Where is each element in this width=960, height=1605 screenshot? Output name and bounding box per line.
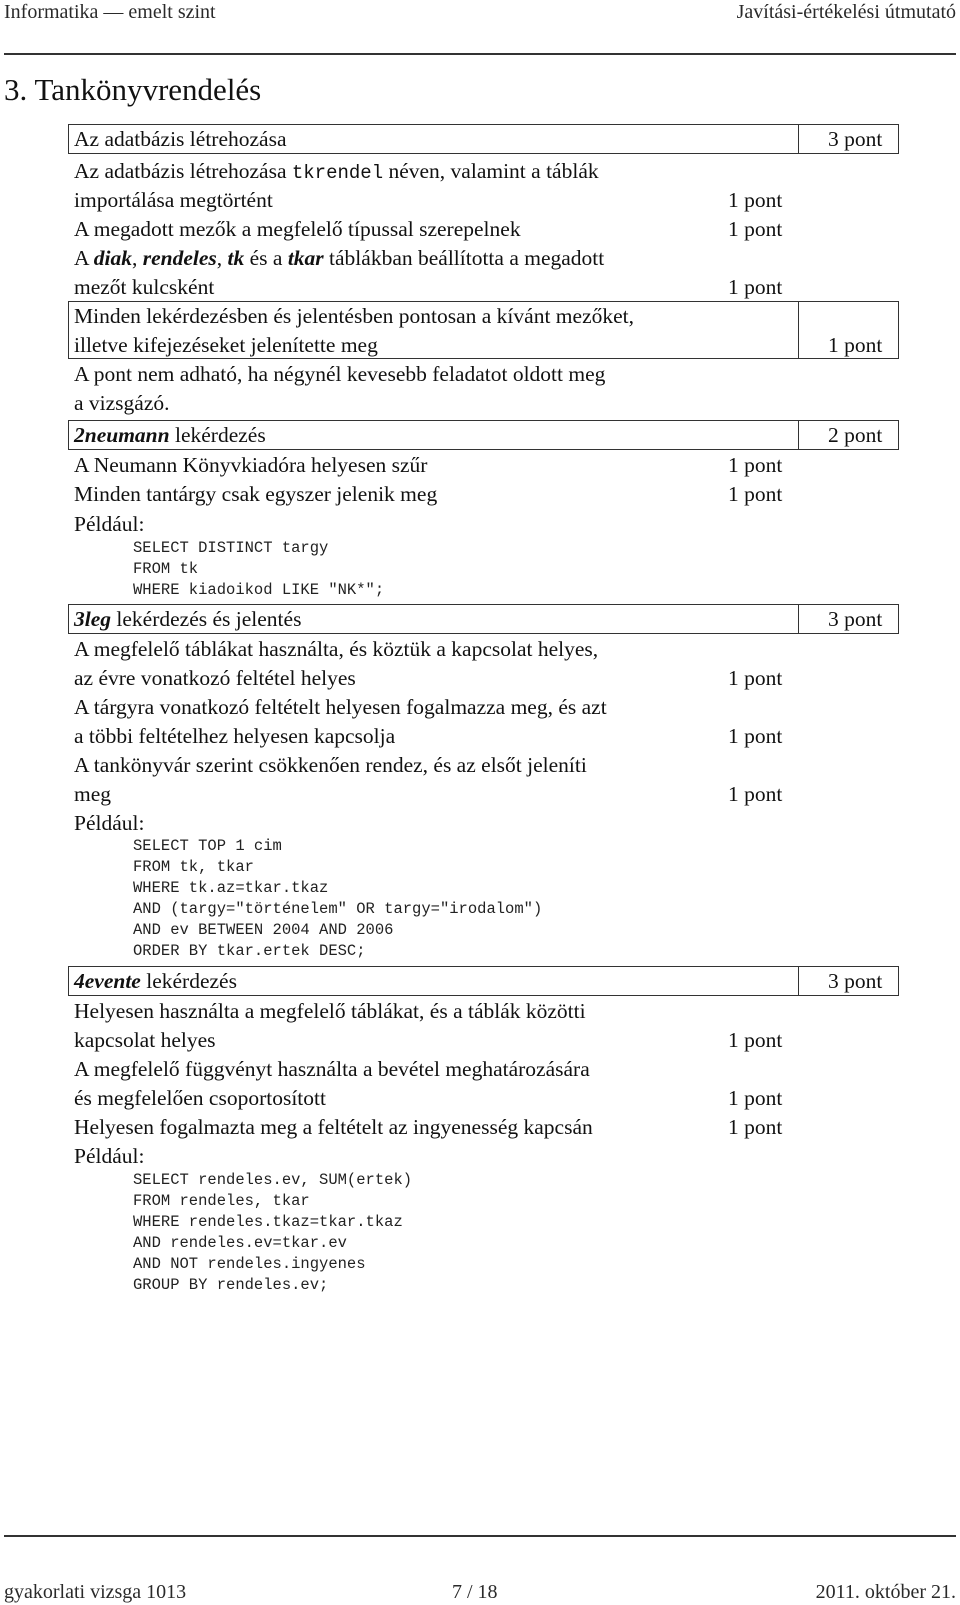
s1-points: 3 pont [828, 127, 883, 151]
s3-code-line2: FROM tk [133, 560, 199, 578]
s5-line5-points: 1 pont [728, 1115, 783, 1139]
s5-line4: és megfelelően csoportosított [74, 1086, 326, 1110]
s2-line4: a vizsgázó. [74, 391, 170, 415]
s4-line3: A tárgyra vonatkozó feltételt helyesen fogalmazza meg, és azt [74, 695, 607, 719]
s2-line1: Minden lekérdezésben és jelentésben pontosan a kívánt mezőket, [74, 304, 634, 328]
header-subject: Informatika — emelt szint [4, 1, 216, 23]
footer-date: 2011. október 21. [815, 1581, 956, 1603]
s4-code-line1: SELECT TOP 1 cim [133, 837, 282, 855]
s4-line2-points: 1 pont [728, 666, 783, 690]
s5-line2: kapcsolat helyes [74, 1028, 216, 1052]
s4-line1: A megfelelő táblákat használta, és köztük a kapcsolat helyes, [74, 637, 599, 661]
s5-line2-points: 1 pont [728, 1028, 783, 1052]
s1-line2-points: 1 pont [728, 188, 783, 212]
s4-line2: az évre vonatkozó feltétel helyes [74, 666, 356, 690]
s1-line3: A megadott mezők a megfelelő típussal szerepelnek [74, 217, 521, 241]
s5-code-line6: GROUP BY rendeles.ev; [133, 1276, 329, 1294]
s4-points: 3 pont [828, 607, 883, 631]
s4-line6: meg [74, 782, 112, 806]
s4-code-line2: FROM tk, tkar [133, 858, 254, 876]
s2-points: 1 pont [828, 333, 883, 357]
s5-example-label: Például: [74, 1144, 145, 1168]
s4-title: 3leg lekérdezés és jelentés [74, 607, 302, 631]
s5-line1: Helyesen használta a megfelelő táblákat, és a táblák közötti [74, 999, 586, 1023]
footer-divider [4, 1535, 956, 1537]
s3-line1-points: 1 pont [728, 453, 783, 477]
s3-title: 2neumann lekérdezés [74, 423, 266, 447]
s5-code-line3: WHERE rendeles.tkaz=tkar.tkaz [133, 1213, 403, 1231]
s4-code-line5: AND ev BETWEEN 2004 AND 2006 [133, 921, 394, 939]
s5-code-line1: SELECT rendeles.ev, SUM(ertek) [133, 1171, 413, 1189]
s3-line2: Minden tantárgy csak egyszer jelenik meg [74, 482, 438, 506]
s3-line2-points: 1 pont [728, 482, 783, 506]
page-title: 3. Tankönyvrendelés [4, 72, 262, 107]
header-divider [4, 53, 956, 55]
s3-example-label: Például: [74, 512, 145, 536]
s5-code-line4: AND rendeles.ev=tkar.ev [133, 1234, 347, 1252]
footer-exam-code: gyakorlati vizsga 1013 [4, 1581, 187, 1603]
s1-line3-points: 1 pont [728, 217, 783, 241]
s5-points: 3 pont [828, 969, 883, 993]
s5-code-line5: AND NOT rendeles.ingyenes [133, 1255, 366, 1273]
s1-title: Az adatbázis létrehozása [74, 127, 287, 151]
s4-example-label: Például: [74, 811, 145, 835]
s3-code-line3: WHERE kiadoikod LIKE "NK*"; [133, 581, 385, 599]
s1-line4: A diak, rendeles, tk és a tkar táblákban beállította a megadott [74, 246, 605, 270]
s2-line2: illetve kifejezéseket jelenítette meg [74, 333, 378, 357]
s1-line1: Az adatbázis létrehozása tkrendel néven, valamint a táblák [74, 159, 599, 184]
s3-line1: A Neumann Könyvkiadóra helyesen szűr [74, 453, 428, 477]
s5-line5: Helyesen fogalmazta meg a feltételt az ingyenesség kapcsán [74, 1115, 593, 1139]
s4-line4: a többi feltételhez helyesen kapcsolja [74, 724, 396, 748]
s1-line5: mezőt kulcsként [74, 275, 215, 299]
s4-code-line6: ORDER BY tkar.ertek DESC; [133, 942, 366, 960]
header-doc-type: Javítási-értékelési útmutató [736, 1, 956, 23]
s3-points: 2 pont [828, 423, 883, 447]
s4-code-line4: AND (targy="történelem" OR targy="irodalom") [133, 900, 543, 918]
s5-title: 4evente lekérdezés [74, 969, 237, 993]
s3-code-line1: SELECT DISTINCT targy [133, 539, 329, 557]
footer-page-number: 7 / 18 [452, 1581, 498, 1603]
s1-line5-points: 1 pont [728, 275, 783, 299]
s5-code-line2: FROM rendeles, tkar [133, 1192, 310, 1210]
s1-line2: importálása megtörtént [74, 188, 273, 212]
s2-line3: A pont nem adható, ha négynél kevesebb feladatot oldott meg [74, 362, 606, 386]
s4-line5: A tankönyvár szerint csökkenően rendez, és az elsőt jeleníti [74, 753, 587, 777]
s5-line4-points: 1 pont [728, 1086, 783, 1110]
s5-line3: A megfelelő függvényt használta a bevétel meghatározására [74, 1057, 590, 1081]
s4-line6-points: 1 pont [728, 782, 783, 806]
s4-line4-points: 1 pont [728, 724, 783, 748]
s4-code-line3: WHERE tk.az=tkar.tkaz [133, 879, 329, 897]
